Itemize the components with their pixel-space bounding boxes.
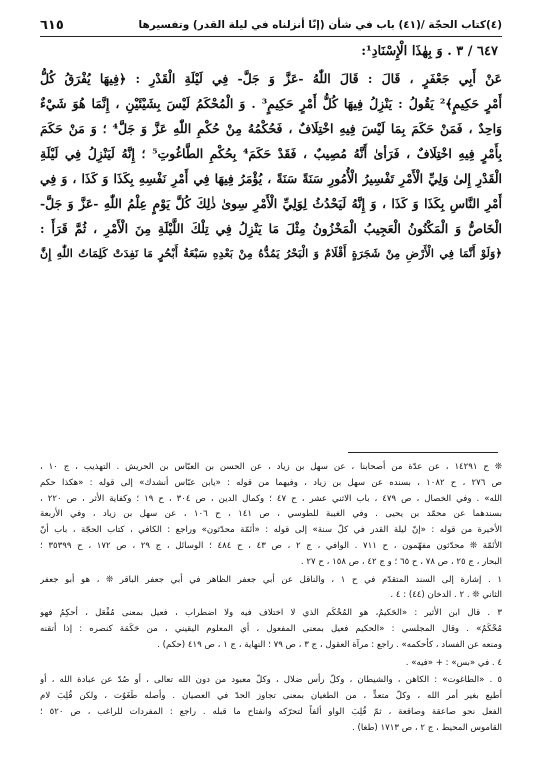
footnote-row: ص ٢٧٦ ، ح ١٠٨٢ ، بسنده عن سهل بن زياد ، وفيهما من قوله : «يابن عبّاس أنشدك» إلى قوله : «هكذا حكم (40, 477, 502, 488)
footnote-row: الثاني ❊ . ٢ . الدخان (٤٤) : ٤ . (390, 590, 502, 601)
page-number: ٦١٥ (40, 17, 64, 33)
footnote-row: ١ . إشارة إلى السند المتقدّم في ح ١ ، والناقل عن أبي جعفر الظاهر في أبي جعفر الباقر ❊ ، هو أبو جعفر (40, 574, 502, 585)
footnote-row: الأخيرة من قوله : «إنّ ليلة القدر في كلّ سنة» إلى قوله : «أئمّة محدّثون» وراجع : الكافي ، كتاب الحجّة ، باب أنّ (40, 525, 502, 536)
text-line: الْقَدْرِ إِلىٰ وَلِيِّ الْأَمْرِ تَفْسِيرُ الْأُمُورِ سَنَةً سَنَةً ، يُؤْمَرُ فِيهَا فِي أَمْرِ نَفْسِهِ بِكَذَا وَ كَذَا ، وَ فِي (40, 171, 502, 186)
text-line: أَمْرِ النَّاسِ بِكَذَا وَ كَذَا ، وَ إِنَّهُ لَيَحْدُثُ لِوَلِيِّ الْأَمْرِ سِوىٰ ذٰلِكَ كُلَّ يَوْمٍ عِلْمُ اللّٰهِ -عَزَّ وَ جَلَّ- (40, 196, 502, 211)
footnote-row: ❊ ح ١٤٢٩١ ، عن عدّة من أصحابنا ، عن سهل بن زياد ، عن الحسن بن العبّاس بن الحريش . التهذيب ، ج ١٠ ، (40, 462, 502, 472)
footnote-row: ٤ . في «بس» : + «فيه» . (405, 657, 502, 668)
footnote-row: ومنعه عن الفساد ، كأحكمه» . راجع : مرآة العقول ، ج ٣ ، ص ٧٩ ؛ النهاية ، ج ١ ، ص ٤١٩ (حكم) . (157, 639, 502, 650)
footnote-row: مُحْكَمٌ» . وقال المجلسي : «الحكيم فعيل بمعنى المفعول ، أي المعلوم اليقيني ، من حَكَمَة كنصره : إذا أتقنه (40, 623, 502, 634)
text-line: عَنْ أَبِي جَعْفَرٍ ، قَالَ : قَالَ اللّٰهُ -عَزَّ وَ جَلَّ- فِي لَيْلَةِ الْقَدْرِ : ﴿فِيهَا يُفْرَقُ كُلُّ (40, 71, 502, 86)
footnote-row: القاموس المحيط ، ج ٢ ، ص ١٧١٣ (طغا) . (352, 722, 502, 733)
footnote-1 (40, 573, 502, 605)
text-line: بِأَمْرٍ فِيهِ اخْتِلَافٌ ، فَرَأىٰ أَنَّهُ مُصِيبٌ ، فَقَدْ حَكَمَ⁴ بِحُكْمِ الطَّاغُوتِ⁵ ؛ إِنَّهُ لَيَنْزِلُ فِي لَيْلَةِ (40, 146, 502, 161)
footnote-row: ٣ . قال ابن الأثير : «الحَكيمُ، هو المُحْكَم الذي لا اختلاف فيه ولا اضطراب ، فعيل بمعنى مُفْعَل ، أحكِمُ فهو (40, 608, 502, 619)
footnote-row: ٥ . «الطاغوت» : الكاهن ، والشيطان ، وكلّ رأس ضلال ، وكلّ معبود من دون الله تعالى ، أو صُدّ عن عبادة الله ، أو (40, 675, 502, 686)
hadith-text (40, 66, 502, 266)
footnotes (40, 460, 502, 737)
text-line: الْخَاصُّ وَ الْمَكْنُونُ الْعَجِيبُ الْمَخْزُونُ مِثْلَ مَا يَنْزِلُ فِي تِلْكَ اللَّيْلَةِ مِنَ الْأَمْرِ ، ثُمَّ قَرَأَ : (40, 221, 502, 236)
footnote-separator (348, 452, 498, 453)
footnote-row: الأئمّة ❊ محدّثون مفهّمون ، ح ٧١١ . الوافي ، ج ٢ ، ص ٤٣ ، ح ٤٨٤ ؛ الوسائل ، ج ٢٩ ، ص ١٧٢ ، ح ٣٥٣٩٩ ؛ (40, 540, 502, 551)
footnote-row: الله» . وفي الخصال ، ص ٤٧٩ ، باب الاثني عشر ، ح ٤٧ ؛ وكمال الدين ، ص ٣٠٤ ، ح ١٩ ؛ وكفاية الأثر ، ص ٢٢٠ ، (40, 493, 502, 504)
hadith-number: ٦٤٧ / ٣ . وَ بِهٰذَا الْإِسْنَادِ¹: (361, 44, 498, 59)
footnote-5 (40, 673, 502, 736)
quran-verse-line: ﴿وَلَوْ أَنَّمَا فِي الْأَرْضِ مِنْ شَجَرَةٍ أَقْلَامٌ وَ الْبَحْرُ يَمُدُّهُ مِنْ بَعْدِهِ سَبْعَةُ أَبْحُرٍ مَا نَفِدَتْ كَلِمَاتُ اللّٰهِ إِنَّ (40, 246, 502, 260)
text-line: أَمْرٍ حَكِيمٍ﴾² يَقُولُ : يَنْزِلُ فِيهَا كُلُّ أَمْرٍ حَكِيمٍ³ . وَ الْمُحْكَمُ لَيْسَ بِشَيْئَيْنِ ، إِنَّمَا هُوَ شَيْءٌ (40, 96, 502, 111)
footnote-row: الفعل نحو صاعقة وصاقعة ، ثمّ قُلِبَ الواو ألفاً لتحرّكه وانفتاح ما قبله . راجع : المفردات للراغب ، ص ٥٢٠ ؛ (40, 706, 502, 717)
footnote-source (40, 460, 502, 571)
running-title: (٤)كتاب الحجّة /(٤١) باب في شأن (إنّا أنزلناه في ليلة القدر) وتفسيرها (138, 19, 502, 31)
footnote-row: أُطيع بغير أمر الله ، وكلّ متعدٍّ ، من الطغيان بمعنى تجاوز الحدّ في العصيان . وأصله طَغَوُت ، ولكن قُلِبَ لام (40, 691, 502, 702)
footnote-4 (40, 656, 502, 672)
page-header (40, 14, 502, 37)
footnote-3 (40, 606, 502, 653)
footnote-row: البحار ، ج ٢٥ ، ص ٧٨ ، ح ٦٥ ؛ و ج ٤٢ ، ص ١٥٨ ، ح ٢٧ . (300, 556, 502, 567)
text-line: وَاحِدٌ ، فَمَنْ حَكَمَ بِمَا لَيْسَ فِيهِ اخْتِلَافٌ ، فَحُكْمُهُ مِنْ حُكْمِ اللّٰهِ عَزَّ وَ جَلَّ⁴ ؛ وَ مَنْ حَكَمَ (40, 121, 502, 136)
footnote-row: بسندهما عن محمّد بن يحيى . وفي الغيبة للطوسي ، ص ١٤١ ، ح ١٠٦ ، عن سهل بن زياد ، وفي الأربعة (40, 509, 502, 520)
